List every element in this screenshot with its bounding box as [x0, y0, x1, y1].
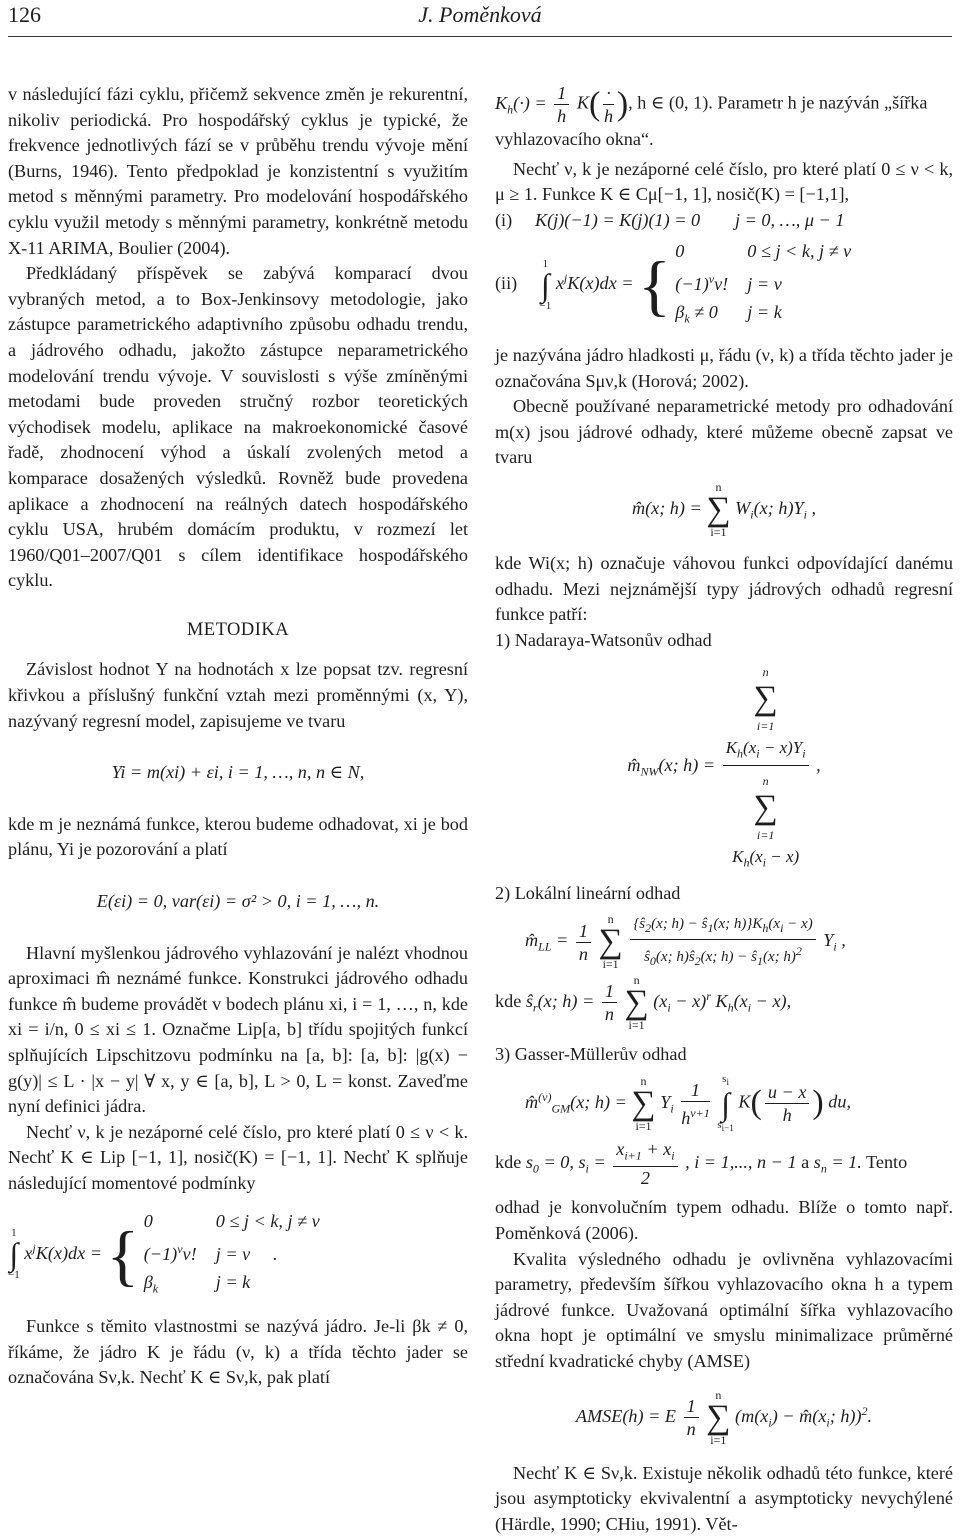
- paragraph: Funkce s těmito vlastnostmi se nazývá jádro. Je-li βk ≠ 0, říkáme, že jádro K je řádu (ν, k) a třída těchto jader se označována Sν,k. Nechť K ∈ Sν,k, pak platí: [8, 1316, 468, 1388]
- paragraph: Nechť ν, k je nezáporné celé číslo, pro které platí 0 ≤ ν < k, μ ≥ 1. Funkce K ∈ Cμ[−1, 1], nosič(K) = [−1,1],: [495, 158, 953, 205]
- equation-gm-support-points: kde $s_0 = 0$, $s_i$ = $\frac{x_{i+1} + x_i}{2}$ , i = 1,..., n − 1 a $s_n = 1$. Tento: [495, 1138, 908, 1189]
- equation-local-linear: $m̂_{LL}$ = $\frac{1}{n}$ n ∑ i=1 $\frac{\{ŝ_2(x; h) - ŝ_1(x; h)\}K_h(x_i - x)}{ŝ_0(x; h)ŝ_2(x; h) - ŝ_1(x; h)^2}$ $Y_i$ ,: [525, 912, 846, 972]
- paragraph: odhad je konvolučním typem odhadu. Blíže o tomto např. Poměnková (2006).: [495, 1197, 953, 1243]
- paragraph: Závislost hodnot Y na hodnotách x lze popsat tzv. regresní křivkou a příslušný funkční vztah mezi proměnnými (x, Y), nazývaný regresní model, zapisujeme ve tvaru: [8, 659, 468, 731]
- right-column: [495, 82, 953, 1537]
- running-title: J. Poměnková: [418, 2, 542, 27]
- smoothness-condition-i: (i) K(j)(−1) = K(j)(1) = 0 j = 0, …, μ − 1: [495, 209, 845, 230]
- paragraph: Obecně používané neparametrické metody pro odhadování m(x) jsou jádrové odhady, které můžeme obecně zapsat ve tvaru: [495, 396, 953, 468]
- paragraph: Nechť K ∈ Sν,k. Existuje několik odhadů této funkce, které jsou asymptoticky ekvivalentní a asymptoticky nevychýlené (Härdle, 1990; CHiu, 1991). Vět-: [495, 1462, 953, 1534]
- paragraph: kde m je neznámá funkce, kterou budeme odhadovat, xi je bod plánu, Yi je pozorování a platí: [8, 813, 468, 860]
- equation-nadaraya-watson: $m̂_{NW}(x$; h) = n ∑ i=1 $K_h(x_i - x)Y_i$ n ∑ i=1 $K_h(x_i - x)$ ,: [495, 661, 953, 873]
- section-heading-metodika: METODIKA: [186, 619, 290, 640]
- page-number: 126: [8, 2, 41, 27]
- list-item: 3) Gasser-Müllerův odhad: [495, 1043, 687, 1064]
- list-item: 1) Nadaraya-Watsonův odhad: [495, 629, 712, 650]
- list-item: 2) Lokální lineární odhad: [495, 883, 681, 904]
- paragraph: v následující fázi cyklu, přičemž sekvence změn je rekurentní, nikoliv periodická. Pro hospodářský cyklus je typické, že frekvence jednotlivých fází se v průběhu trendu vývoje mění (Burns, 1946). Tento předpoklad je konzistentní s využitím metod s měnnými parametry. Pro modelování hospodářského cyklu využil metody s měnnými parametry, konkrétně metodu X-11 ARIMA, Boulier (2004).: [8, 84, 468, 258]
- smoothness-condition-ii: (ii) 1 ∫ −1 $x^jK(x)dx$ = { 0 0 ≤ j < k, j ≠ ν $(-1)^\nu\nu$! j = ν $\beta_k \ne 0$ j = k: [495, 241, 852, 327]
- equation-local-moment: kde $ŝ_r(x$; h) = $\frac{1}{n}$ n ∑ i=1 $(x_i - x)^r$ $K_h(x_i - x)$,: [495, 972, 792, 1032]
- paragraph: Nechť ν, k je nezáporné celé číslo, pro které platí 0 ≤ ν < k. Nechť K ∈ Lip [−1, 1], nosič(K) = [−1, 1]. Nechť K splňuje následující momentové podmínky: [8, 1121, 468, 1193]
- paragraph: Hlavní myšlenkou jádrového vyhlazování je nalézt vhodnou aproximaci m̂ neznámé funkce. Konstrukci jádrového odhadu funkce m̂ budeme provádět v bodech plánu xi, i = 1, …, n, kde xi = i/n, 0 ≤ xi ≤ 1. Označme Lip[a, b] třídu spojitých funkcí splňujících Lipschitzovu podmínku na [a, b]: [a, b]: |g(x) − g(y)| ≤ L · |x − y| ∀ x, y ∈ [a, b], L > 0, L = konst. Zaveďme nyní definici jádra.: [8, 942, 468, 1117]
- equation-scaled-kernel: $K_h(\cdot)$ = $\frac{1}{h}$ K( $\frac{\cdot}{h}$ ), h ∈ (0, 1). Parametr h je nazýván „šířka vyhlazovacího okna“.: [495, 83, 928, 149]
- paragraph: kde Wi(x; h) označuje váhovou funkci odpovídající danému odhadu. Mezi nejznámější typy jádrových odhadů regresní funkce patří:: [495, 553, 953, 625]
- equation-amse: AMSE(h) = E $\frac{1}{n}$ n ∑ i=1 ($m(x_i)$ − $m̂(x_i$; h))$^2$.: [575, 1387, 873, 1447]
- equation-regression-model: Yi = m(xi) + εi, i = 1, …, n, n ∈ N,: [111, 762, 365, 783]
- paragraph: je nazývána jádro hladkosti μ, řádu (ν, k) a třída těchto jader je označována Sμν,k (Horová; 2002).: [495, 345, 953, 391]
- equation-general-kernel-estimate: m̂(x; h) = n ∑ i=1 $W_i(x$; $h)Y_i$ ,: [631, 480, 817, 540]
- equation-moment-conditions: 1 ∫ −1 $x^jK(x)dx$ = { 0 0 ≤ j < k, j ≠ ν $(-1)^\nu\nu$! j = ν . $\beta_k$ j = k: [8, 1210, 320, 1296]
- paragraph: Kvalita výsledného odhadu je ovlivněna vyhlazovacími parametry, především šířkou vyhlazovacího okna h a typem jádrové funkce. Uvažovaná optimální šířka vyhlazovacího okna hopt je optimální ve smyslu minimalizace průměrné střední kvadratické chyby (AMSE): [495, 1248, 953, 1371]
- paragraph: Předkládaný příspěvek se zabývá komparací dvou vybraných metod, a to Box-Jenkinsovy metodologie, jako zástupce parametrického adaptivního způsobu odhadu trendu, a jádrového odhadu, jakožto zástupce neparametrického modelování trendu vývoje. V souvislosti s výše zmíněnými metodami bude proveden stručný rozbor teoretických východisek modelu, aplikace na makroekonomické časové řadě, zhodnocení výhod a úskalí zvolených metod a komparace dosažených výsledků. Rovněž bude provedena aplikace a zhodnocení na reálných datech hospodářského cyklu USA, hrubém domácím produktu, v rozmezí let 1960/Q01–2007/Q01 s cílem identifikace hospodářského cyklu.: [8, 263, 468, 591]
- left-column: [8, 82, 468, 1391]
- header-rule: [8, 36, 952, 37]
- equation-error-assumptions: E(εi) = 0, var(εi) = σ² > 0, i = 1, …, n.: [96, 891, 380, 912]
- equation-gasser-muller: m̂$^{(\nu)}_{GM}$(x; h) = n ∑ i=1 $Y_i$ $\frac{1}{h^{\nu+1}}$ $s_i$ ∫ $s_{i-1}$ K( $\frac{u - x}{h}$ ) du,: [525, 1073, 852, 1133]
- page-header: [0, 0, 960, 40]
